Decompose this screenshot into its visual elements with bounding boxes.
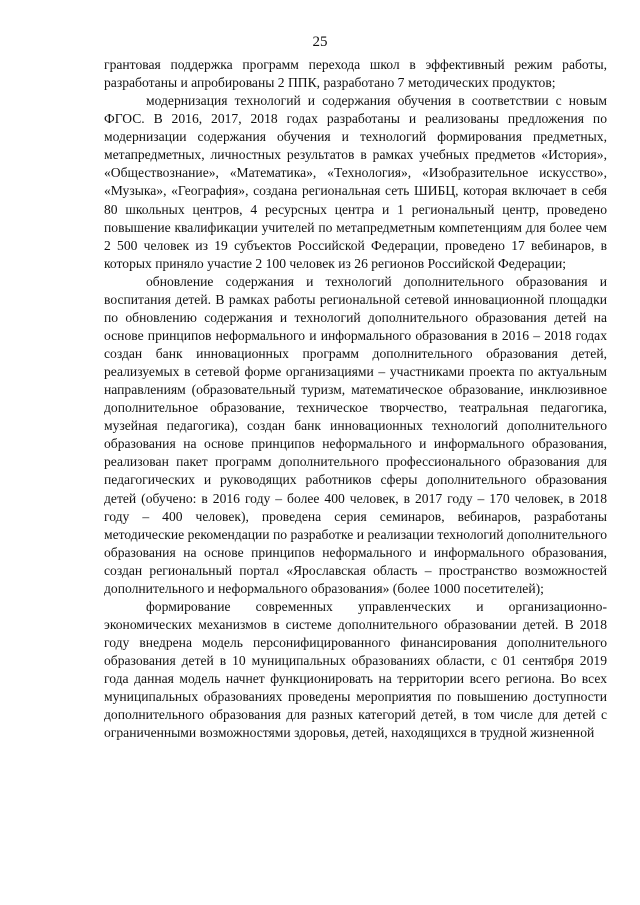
paragraph-fgos-modernization: модернизация технологий и содержания обучения в соответствии с новым ФГОС. В 2016, 2017, 2018 годах разработаны и реализованы предложения по модернизации содержания обучения и технологий формирования предметных, метапредметных, личностных результатов в рамках учебных предметов «История», «Обществознание», «Математика», «Технология», «Изобразительное искусство», «Музыка», «География», создана региональная сеть ШИБЦ, которая включает в себя 80 школьных центров, 4 ресурсных центра и 1 региональный центр, проведено повышение квалификации учителей по метапредметным компетенциям для более чем 2 500 человек из 19 субъектов Российской Федерации, проведено 17 вебинаров, в которых приняло участие 2 100 человек из 26 регионов Российской Федерации; — [104, 93, 607, 271]
paragraph-management-mechanisms: формирование современных управленческих и организационно-экономических механизмов в системе дополнительного образовании детей. В 2018 году внедрена модель персонифицированного финансирования дополнительного образования детей в 10 муниципальных образованиях области, с 01 сентября 2019 года данная модель начнет функционировать на территории всего региона. Во всех муниципальных образованиях проведены мероприятия по повышению доступности дополнительного образования для разных категорий детей, в том числе для детей с ограниченными возможностями здоровья, детей, находящихся в трудной жизненной — [104, 598, 607, 741]
paragraph-grant-support: грантовая поддержка программ перехода школ в эффективный режим работы, разработаны и апробированы 2 ППК, разработано 7 методических продуктов; — [104, 57, 607, 91]
document-body — [104, 56, 607, 742]
paragraph-additional-education-update: обновление содержания и технологий дополнительного образования и воспитания детей. В рамках работы региональной сетевой инновационной площадки по обновлению содержания и технологий дополнительного образования детей на основе принципов неформального и информального образования в 2016 – 2018 годах создан банк инновационных программ дополнительного образования детей, реализуемых в сетевой форме организациями – участниками проекта по актуальным направлениям (образовательный туризм, математическое образование, инклюзивное дополнительное образование, техническое творчество, театральная педагогика, музейная педагогика), создан банк инновационных технологий дополнительного образования на основе принципов неформального и информального образования, реализован пакет программ дополнительного профессионального образования для педагогических и руководящих работников сферы дополнительного образования детей (обучено: в 2016 году – более 400 человек, в 2017 году – 170 человек, в 2018 году – 400 человек), проведена серия семинаров, вебинаров, разработаны методические рекомендации по разработке и реализации технологий дополнительного образования на основе принципов неформального и информального образования, создан региональный портал «Ярославская область – пространство возможностей дополнительного и неформального образования» (более 1000 посетителей); — [104, 273, 607, 596]
page-number: 25 — [312, 34, 328, 50]
